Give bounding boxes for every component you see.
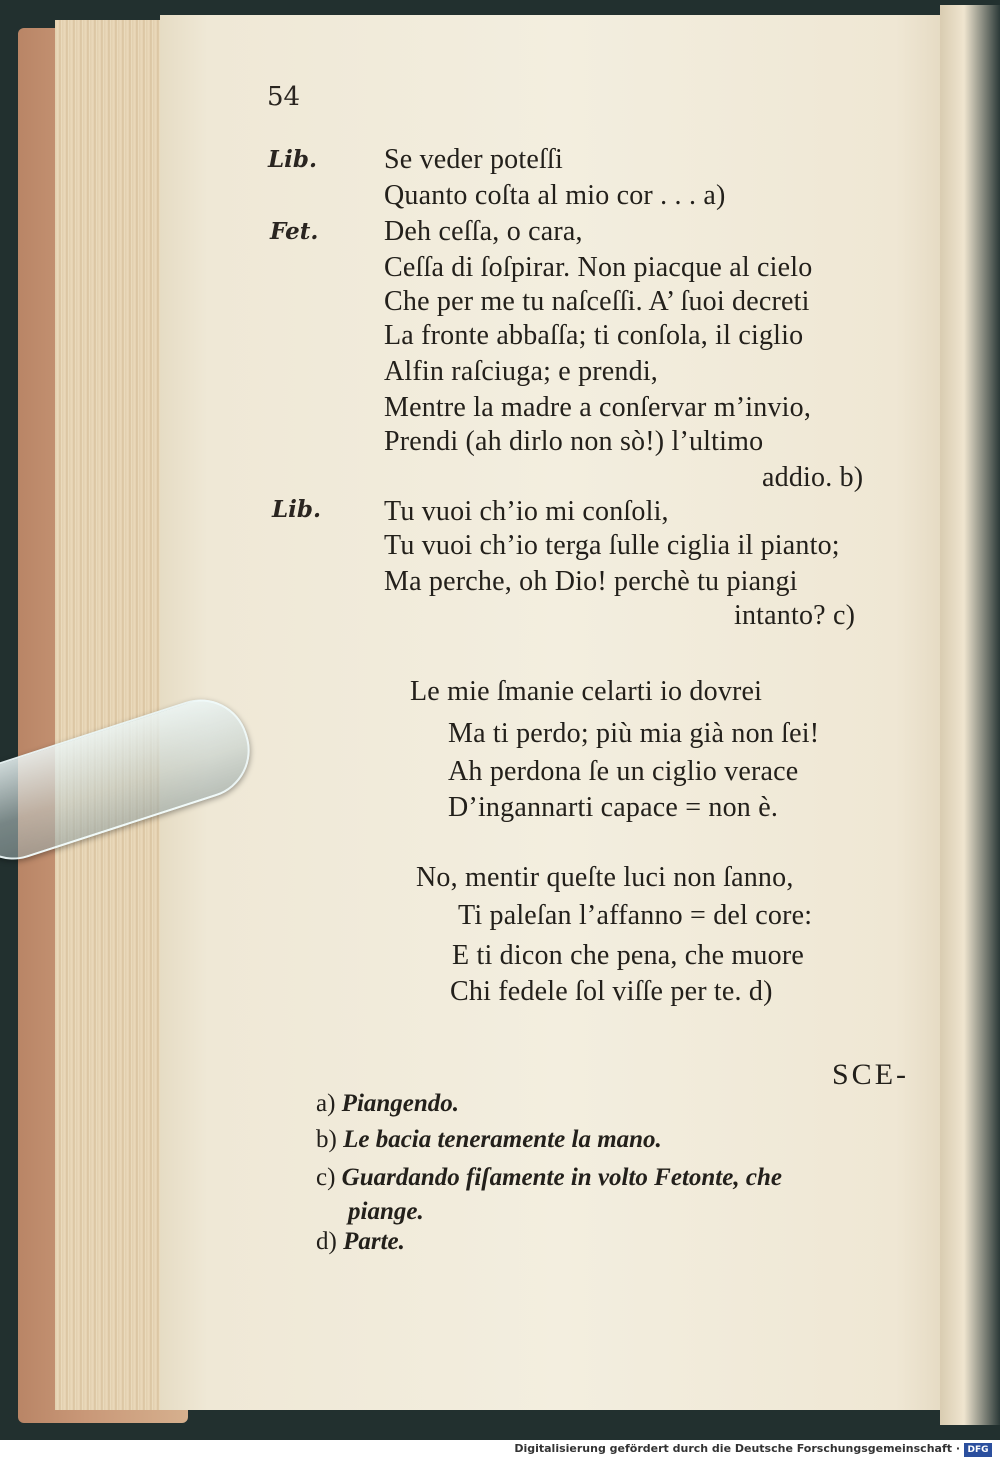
speaker-label: Lib. bbox=[268, 146, 317, 173]
aria-line: Ah perdona ſe un ciglio verace bbox=[448, 756, 799, 787]
verse-line: Se veder poteſſi bbox=[384, 144, 563, 175]
aria-line: No, mentir queſte luci non ſanno, bbox=[416, 862, 794, 893]
footnote-text: Parte. bbox=[343, 1228, 405, 1255]
verse-line: Tu vuoi ch’io terga ſulle ciglia il pianto; bbox=[384, 530, 840, 561]
footnote-mark: c) bbox=[316, 1164, 336, 1191]
page-number: 54 bbox=[267, 82, 301, 112]
footnote bbox=[316, 1126, 662, 1154]
verse-line: Mentre la madre a conſervar m’invio, bbox=[384, 392, 812, 423]
aria-line: Chi fedele ſol viſſe per te. d) bbox=[450, 976, 773, 1007]
speaker-label: Fet. bbox=[270, 218, 319, 245]
verse-line: Che per me tu naſceſſi. A’ ſuoi decreti bbox=[384, 286, 810, 317]
aria-line: D’ingannarti capace = non è. bbox=[448, 792, 779, 823]
verse-line: Tu vuoi ch’io mi conſoli, bbox=[384, 496, 669, 527]
aria-line: Le mie ſmanie celarti io dovrei bbox=[410, 676, 763, 707]
dfg-logo: DFG bbox=[964, 1443, 992, 1457]
verse-line: Ma perche, oh Dio! perchè tu piangi bbox=[384, 566, 798, 597]
aria-line: Ti paleſan l’affanno = del core: bbox=[458, 900, 813, 931]
footnote-text: Piangendo. bbox=[341, 1090, 460, 1117]
footnote bbox=[316, 1228, 405, 1256]
footnote-text: Le bacia teneramente la mano. bbox=[343, 1126, 662, 1153]
footnote bbox=[348, 1198, 424, 1226]
verse-line: Prendi (ah dirlo non sò!) l’ultimo bbox=[384, 426, 764, 457]
verse-line: Alfin raſciuga; e prendi, bbox=[384, 356, 659, 387]
speaker-label: Lib. bbox=[272, 496, 321, 523]
footnote bbox=[316, 1090, 459, 1118]
verse-line: addio. b) bbox=[762, 462, 864, 493]
footnote bbox=[316, 1164, 782, 1192]
footnote-mark: d) bbox=[316, 1228, 337, 1255]
verse-line: intanto? c) bbox=[734, 600, 856, 631]
aria-line: Ma ti perdo; più mia già non ſei! bbox=[448, 718, 820, 749]
aria-line: E ti dicon che pena, che muore bbox=[452, 940, 804, 971]
verse-line: La fronte abbaſſa; ti conſola, il ciglio bbox=[384, 320, 804, 351]
verse-line: Ceſſa di ſoſpirar. Non piacque al cielo bbox=[384, 252, 813, 283]
footnote-text: piange. bbox=[348, 1198, 424, 1225]
footnote-text: Guardando fiſamente in volto Fetonte, che bbox=[341, 1164, 782, 1191]
footer-bar bbox=[0, 1440, 1000, 1462]
catchword: SCE- bbox=[832, 1058, 910, 1091]
footer-credit: Digitalisierung gefördert durch die Deutsche Forschungsgemeinschaft · bbox=[514, 1442, 960, 1455]
verse-line: Deh ceſſa, o cara, bbox=[384, 216, 583, 247]
verse-line: Quanto coſta al mio cor . . . a) bbox=[384, 180, 726, 211]
page-right-edge bbox=[940, 5, 1000, 1425]
footnote-mark: a) bbox=[316, 1090, 336, 1117]
footnote-mark: b) bbox=[316, 1126, 337, 1153]
